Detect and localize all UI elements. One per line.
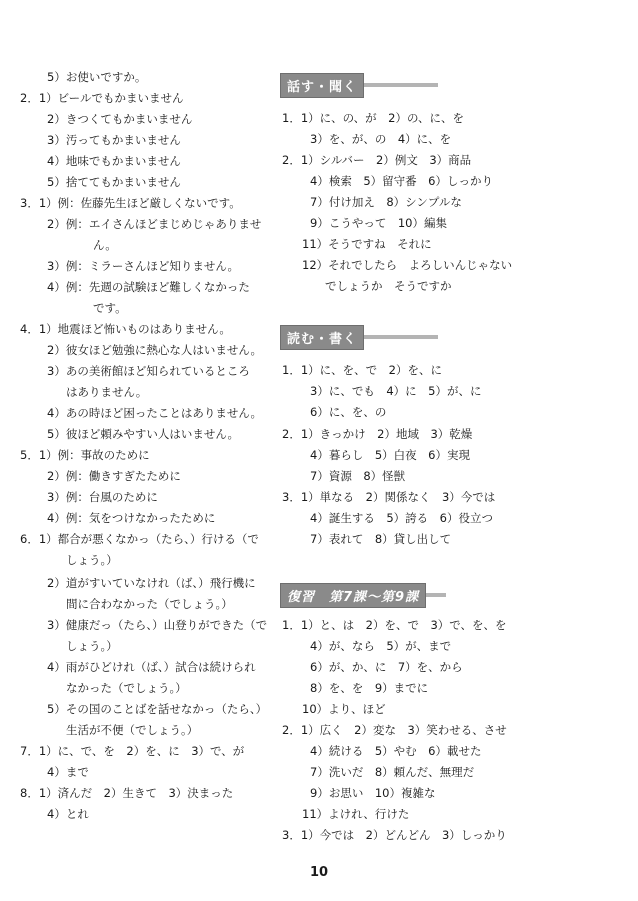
- answer-line: 11）そうですね それに: [302, 237, 432, 251]
- answer-line: 10）より、ほど: [302, 702, 386, 716]
- answer-line: 8．1）済んだ 2）生きて 3）決まった: [20, 786, 234, 800]
- answer-line: 3）を、が、の 4）に、を: [310, 132, 452, 146]
- answer-line: 1．1）と、は 2）を、で 3）で、を、を: [282, 618, 507, 632]
- header-rule: [364, 83, 438, 87]
- answer-line: 2）彼女ほど勉強に熱心な人はいません。: [47, 343, 263, 357]
- answer-line: 3）に、でも 4）に 5）が、に: [310, 384, 482, 398]
- section-header-hanasu: [280, 74, 438, 96]
- answer-line: 7）表れて 8）貸し出して: [310, 532, 452, 546]
- answer-line: 1．1）に、の、が 2）の、に、を: [282, 111, 465, 125]
- answer-line: 5）その国のことばを話せなかっ（たら、）: [47, 702, 268, 716]
- answer-line: 3）例：ミラーさんほど知りません。: [47, 259, 240, 273]
- answer-line: 4）誕生する 5）誇る 6）役立つ: [310, 511, 493, 525]
- answer-line: はありません。: [66, 385, 148, 399]
- answer-line: 7）洗いだ 8）頼んだ、無理だ: [310, 765, 475, 779]
- answer-line: 2．1）きっかけ 2）地域 3）乾燥: [282, 427, 473, 441]
- answer-line: 4）続ける 5）やむ 6）載せた: [310, 744, 482, 758]
- section-header-fukushu: [280, 584, 446, 606]
- answer-line: 2）例：働きすぎたために: [47, 469, 181, 483]
- answer-line: 5）お使いですか。: [47, 70, 147, 84]
- answer-line: 間に合わなかった（でしょう。）: [66, 597, 233, 611]
- answer-line: 4）が、なら 5）が、まで: [310, 639, 452, 653]
- answer-line: 4．1）地震ほど怖いものはありません。: [20, 322, 231, 336]
- answer-line: 生活が不便（でしょう。）: [66, 723, 199, 737]
- answer-line: 6）に、を、の: [310, 405, 387, 419]
- right-column: [282, 0, 638, 860]
- answer-line: しょう。）: [66, 639, 118, 653]
- answer-line: 3）汚ってもかまいません: [47, 133, 181, 147]
- answer-line: 3．1）例：佐藤先生ほど厳しくないです。: [20, 196, 241, 210]
- answer-line: 7）付け加え 8）シンプルな: [310, 195, 462, 209]
- answer-line: 9）こうやって 10）編集: [310, 216, 447, 230]
- answer-line: しょう。）: [66, 553, 118, 567]
- answer-line: 4）まで: [47, 765, 89, 779]
- answer-line: 2）例：エイさんほどまじめじゃありませ: [47, 217, 262, 231]
- answer-line: 4）地味でもかまいません: [47, 154, 181, 168]
- answer-line: 3）あの美術館ほど知られているところ: [47, 364, 250, 378]
- answer-line: 5）捨ててもかまいません: [47, 175, 181, 189]
- answer-line: 3）健康だっ（たら、）山登りができた（で: [47, 618, 268, 632]
- answer-line: 4）あの時ほど困ったことはありません。: [47, 406, 263, 420]
- answer-line: です。: [93, 301, 127, 315]
- answer-line: 2）きつくてもかまいません: [47, 112, 193, 126]
- answer-line: 1．1）に、を、で 2）を、に: [282, 363, 442, 377]
- answer-line: 6）が、か、に 7）を、から: [310, 660, 463, 674]
- answer-line: 3．1）単なる 2）関係なく 3）今では: [282, 490, 496, 504]
- left-column: [0, 0, 300, 860]
- header-rule: [426, 593, 446, 597]
- section-title: 読む・書く: [280, 325, 364, 350]
- answer-line: ん。: [93, 238, 117, 252]
- answer-line: 7．1）に、で、を 2）を、に 3）で、が: [20, 744, 245, 758]
- answer-line: 6．1）都合が悪くなかっ（たら、）行ける（で: [20, 532, 259, 546]
- answer-line: 5）彼ほど頼みやすい人はいません。: [47, 427, 240, 441]
- answer-line: 4）雨がひどけれ（ば、）試合は続けられ: [47, 660, 256, 674]
- answer-line: 4）検索 5）留守番 6）しっかり: [310, 174, 493, 188]
- answer-line: 2．1）ビールでもかまいません: [20, 91, 184, 105]
- answer-line: 4）例：気をつけなかったために: [47, 511, 216, 525]
- section-title: 復習 第7課～第9課: [280, 583, 426, 608]
- answer-line: 5．1）例：事故のために: [20, 448, 150, 462]
- answer-line: 3）例：台風のために: [47, 490, 158, 504]
- answer-line: 2．1）シルバー 2）例文 3）商品: [282, 153, 472, 167]
- answer-line: 4）とれ: [47, 807, 89, 821]
- answer-line: 2．1）広く 2）変な 3）笑わせる、させ: [282, 723, 507, 737]
- answer-line: 7）資源 8）怪獣: [310, 469, 406, 483]
- answer-line: 4）例：先週の試験ほど難しくなかった: [47, 280, 250, 294]
- section-title: 話す・聞く: [280, 73, 364, 98]
- answer-line: でしょうか そうですか: [325, 279, 452, 293]
- answer-line: 8）を、を 9）までに: [310, 681, 429, 695]
- answer-line: 12）それでしたら よろしいんじゃない: [302, 258, 513, 272]
- header-rule: [364, 335, 438, 339]
- answer-line: 9）お思い 10）複雑な: [310, 786, 436, 800]
- answer-line: なかった（でしょう。）: [66, 681, 187, 695]
- section-header-yomu: [280, 326, 438, 348]
- answer-line: 2）道がすいていなけれ（ば、）飛行機に: [47, 576, 256, 590]
- answer-line: 11）よけれ、行けた: [302, 807, 410, 821]
- page-number: 10: [309, 865, 329, 880]
- answer-line: 3．1）今では 2）どんどん 3）しっかり: [282, 828, 507, 842]
- answer-line: 4）暮らし 5）白夜 6）実現: [310, 448, 470, 462]
